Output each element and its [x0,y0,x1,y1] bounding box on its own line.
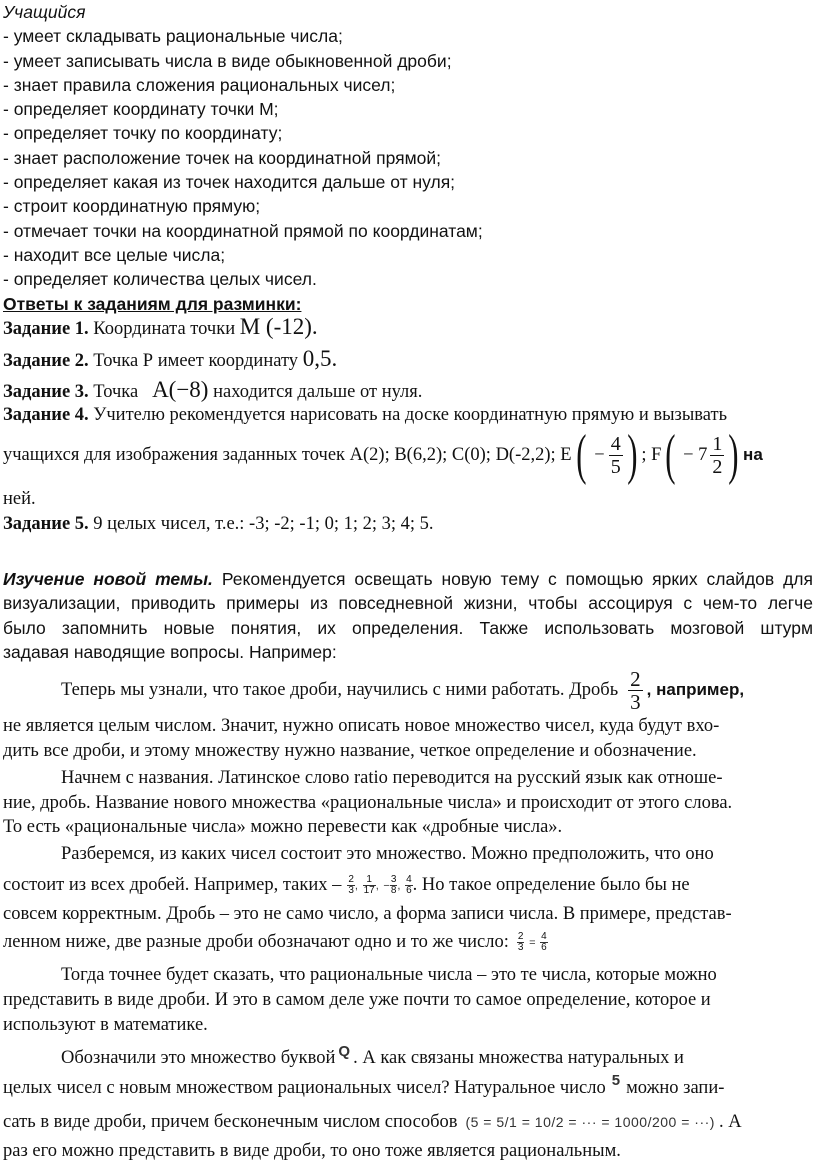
new-topic-line-2: визуализации, приводить примеры из повседневной жизни, чтобы ассоцируя с чем-то легче [3,593,813,614]
p5-line-1 [61,1043,684,1073]
task-5-text: 9 целых чисел, т.е.: -3; -2; -1; 0; 1; 2; 3; 4; 5. [93,514,434,534]
task-4-line-3: ней. [3,489,36,509]
p3-equation: $\frac{2}{3}$ = $\frac{4}{6}$ [517,930,547,953]
f-sep: ; F [641,444,662,465]
p5-equation: (5 = 5/1 = 10/2 = ··· = 1000/200 = ···) [465,1114,715,1130]
task-5 [3,514,434,535]
p5-text-f: . А [718,1111,742,1132]
f-denominator: 2 [712,455,723,478]
task-1-text: Координата точки [93,319,236,339]
p4-line-2: представить в виде дроби. И это в самом деле уже почти то самое определение, которое и [3,990,711,1010]
task-3-value: A(−8) [152,377,209,402]
p5-text-e: сать в виде дроби, причем бесконечным числом способов [3,1111,458,1132]
skill-item: - знает расположение точек на координатной прямой; [3,147,441,168]
f-whole: − 7 [683,444,708,465]
p3-line-1: Разберемся, из каких чисел состоит это множество. Можно предположить, что оно [61,844,714,864]
p5-text-d: можно запи- [626,1077,725,1098]
task-2-label: Задание 2. [3,351,89,371]
p2-line-3: То есть «рациональные числа» можно перевести как «дробные числа». [3,817,563,837]
new-topic-label: Изучение новой темы. [3,569,213,589]
skill-item: - определяет координату точки М; [3,99,279,120]
e-denominator: 5 [610,455,621,478]
p1-line-2: не является целым числом. Значит, нужно описать новое множество чисел, куда будут вхо- [3,716,720,736]
skill-item: - отмечает точки на координатной прямой по координатам; [3,220,483,241]
skill-item: - умеет складывать рациональные числа; [3,26,343,47]
new-topic-text: Рекомендуется освещать новую тему с помощью ярких слайдов для [221,569,813,589]
p5-text-c: целых чисел с новым множеством рациональных чисел? Натуральное число [3,1077,606,1098]
p1-line-3: дить все дроби, и этому множеству нужно название, четкое определение и обозначение. [3,741,697,761]
task-4-line-2 [3,425,763,485]
p3-line-3: совсем корректным. Дробь – это не само число, а форма записи числа. В примере, представ- [3,904,732,924]
task-1-value: М (-12). [239,314,318,339]
small-fraction: $\frac{4}{6}$ [406,873,412,896]
task-2-text: Точка Р имеет координату [93,351,299,371]
p5-text-a: Обозначили это множество буквой [61,1047,336,1068]
new-topic-line-3: было запомнить новые понятия, их определения. Также использовать мозговой штурм [3,617,813,638]
p2-line-1: Начнем с названия. Латинское слово ratio переводится на русский язык как отноше- [61,768,723,788]
task-2-value: 0,5. [302,346,338,371]
p3-fraction-list: $\frac{2}{3}$ , $\frac{1}{17}$ , − $\frac{3}{8}$ , $\frac{4}{6}$ [348,873,412,896]
skill-item: - определяет какая из точек находится дальше от нуля; [3,172,456,193]
five-number: 5 [611,1071,621,1089]
p3-text-b: . Но такое определение было бы не [412,874,690,895]
task-4-line-1 [3,405,813,426]
task-4-label: Задание 4. [3,405,89,425]
task-1-label: Задание 1. [3,319,89,339]
paren-right: ) [728,424,739,486]
p1-text: Теперь мы узнали, что такое дроби, научились с ними работать. Дробь [61,679,619,700]
p5-line-4: раз его можно представить в виде дроби, то оно тоже является рациональным. [3,1141,621,1161]
task-3 [3,377,422,403]
new-topic-block [3,567,813,664]
task-4-text: Учителю рекомендуется нарисовать на доске координатную прямую и вызывать [93,405,728,425]
e-numerator: 4 [610,432,621,455]
f-fraction [710,433,724,478]
skill-item: - определяет количества целых чисел. [3,269,317,290]
skill-item: - знает правила сложения рациональных чисел; [3,74,396,95]
task-5-label: Задание 5. [3,514,89,534]
e-fraction [609,433,623,478]
task-4-points: учащихся для изображения заданных точек А(2); В(6,2); С(0); D(-2,2); E [3,444,572,465]
task-3-label: Задание 3. [3,382,89,402]
paren-left: ( [665,424,676,486]
task-3-tail: находится дальше от нуля. [213,382,423,402]
p1-numerator: 2 [630,666,641,691]
p3-text-c: ленном ниже, две разные дроби обозначают одно и то же число: [3,931,509,952]
p1-for-example: , например, [646,680,745,699]
p4-line-1: Тогда точнее будет сказать, что рациональные числа – это те числа, которые можно [61,965,717,985]
paren-right: ) [626,424,638,486]
p5-line-3 [3,1102,813,1142]
p1-line-1 [3,662,813,718]
skill-item: - определяет точку по координату; [3,123,283,144]
skills-block [3,0,815,316]
p4-line-3: используют в математике. [3,1015,208,1035]
answers-heading: Ответы к заданиям для разминки: [3,293,302,314]
q-letter: Q [338,1042,351,1060]
small-fraction: $\frac{1}{17}$ [363,873,375,896]
skills-heading: Учащийся [3,2,86,22]
small-fraction: $\frac{3}{8}$ [390,873,397,896]
skill-item: - находит все целые числа; [3,244,226,265]
skill-item: - умеет записывать числа в виде обыкновенной дроби; [3,50,452,71]
paren-left: ( [575,424,587,486]
p3-text-a: состоит из всех дробей. Например, таких – [3,874,342,895]
task-2 [3,346,337,372]
p3-line-2 [3,868,690,902]
p2-line-2: ние, дробь. Название нового множества «рациональные числа» и происходит от этого слова. [3,793,733,813]
p5-line-2 [3,1073,724,1103]
skill-item: - строит координатную прямую; [3,196,261,217]
new-topic-line-4: задавая наводящие вопросы. Например: [3,641,337,662]
task-3-text: Точка [93,382,139,402]
small-fraction: $\frac{2}{3}$ [348,873,354,896]
p3-line-4 [3,924,548,960]
p5-text-b: . А как связаны множества натуральных и [353,1047,684,1068]
e-minus: − [594,444,605,465]
new-topic-line-1 [3,567,813,591]
p1-fraction [628,668,643,713]
task-4-end: на [743,445,763,464]
task-1 [3,314,318,340]
p1-denominator: 3 [630,689,641,714]
f-numerator: 1 [712,432,723,455]
